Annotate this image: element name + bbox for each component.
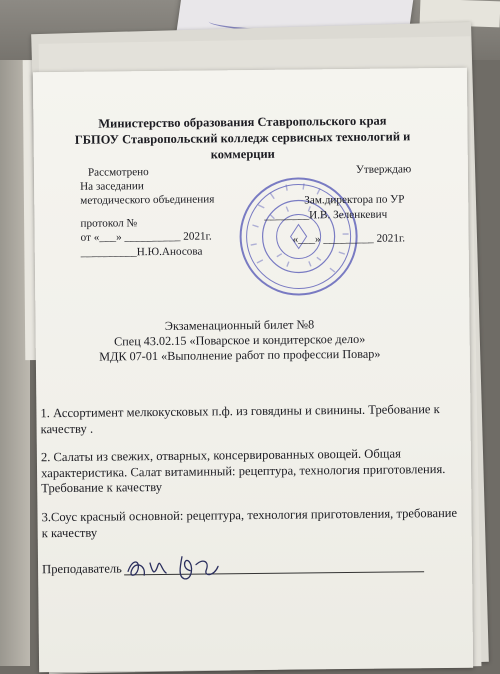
question-2: 2. Салаты из свежих, отварных, консервированных овощей. Общая характеристика. Салат витаминный: рецептура, технология приготовления. Требование к качеству bbox=[40, 446, 446, 496]
exam-ticket-sheet bbox=[33, 68, 473, 673]
protocol-label: протокол № bbox=[80, 217, 138, 230]
method-group-label: методического объединения bbox=[80, 193, 215, 207]
question-1: 1. Ассортимент мелкокусковых п.ф. из говядины и свинины. Требование к качеству . bbox=[40, 402, 440, 436]
deputy-director-label: Зам.директора по УР bbox=[304, 193, 405, 207]
reviewed-label: Рассмотрено bbox=[87, 166, 149, 179]
college-heading: ГБПОУ Ставропольский колледж сервисных технологий и коммерции bbox=[74, 129, 411, 162]
teacher-label: Преподаватель bbox=[42, 561, 122, 577]
ministry-heading: Министерство образования Ставропольского края bbox=[98, 113, 387, 131]
right-date-line: «___» _________ 2021г. bbox=[292, 232, 406, 246]
question-3: 3.Соус красный основной: рецептура, технология приготовления, требование к качеству bbox=[41, 505, 458, 540]
mdk-line: МДК 07-01 «Выполнение работ по профессии Повар» bbox=[99, 346, 381, 364]
ticket-title: Экзаменационный билет №8 bbox=[164, 317, 315, 333]
teacher-signature bbox=[122, 550, 232, 585]
speciality-line: Спец 43.02.15 «Поварское и кондитерское дело» bbox=[114, 331, 366, 349]
right-signer: ________И.В. Зеленкевич bbox=[264, 208, 388, 222]
left-signer: __________Н.Ю.Аносова bbox=[80, 245, 203, 259]
meeting-label: На заседании bbox=[80, 180, 144, 193]
approve-label: Утверждаю bbox=[355, 163, 412, 176]
left-date-line: от «___» __________ 2021г. bbox=[80, 230, 212, 244]
